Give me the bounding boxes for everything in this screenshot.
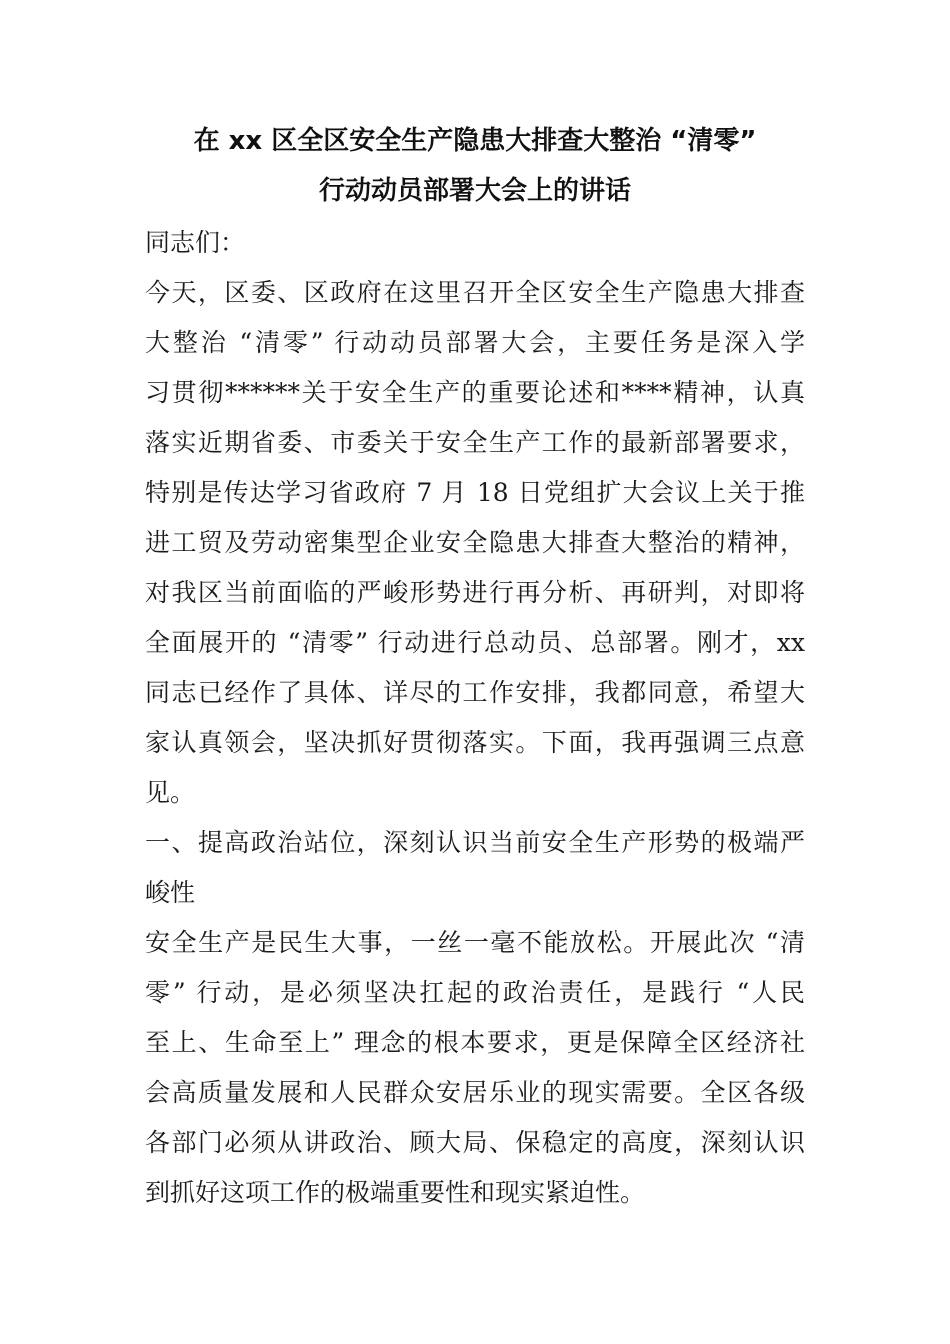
body-line: 家认真领会，坚决抓好贯彻落实。下面，我再强调三点意: [145, 728, 805, 757]
body-line: 习贯彻******关于安全生产的重要论述和****精神，认真: [145, 378, 805, 407]
body-line: 见。: [145, 778, 196, 807]
body-line: 落实近期省委、市委关于安全生产工作的最新部署要求，: [145, 428, 805, 457]
document-title-line-2: 行动动员部署大会上的讲话: [318, 176, 631, 206]
body-line: 大整治 “清零” 行动动员部署大会，主要任务是深入学: [145, 328, 805, 357]
body-line: 安全生产是民生大事，一丝一毫不能放松。开展此次 “清: [145, 928, 805, 957]
section-heading-1: 一、提高政治站位，深刻认识当前安全生产形势的极端严: [145, 828, 805, 857]
body-line: 特别是传达学习省政府 7 月 18 日党组扩大会议上关于推: [145, 478, 805, 507]
body-line: 对我区当前面临的严峻形势进行再分析、再研判，对即将: [145, 578, 805, 607]
body-line: 各部门必须从讲政治、顾大局、保稳定的高度，深刻认识: [145, 1128, 805, 1157]
body-line: 会高质量发展和人民群众安居乐业的现实需要。全区各级: [145, 1078, 805, 1107]
section-heading-1-continued: 峻性: [145, 878, 196, 907]
body-line: 至上、生命至上” 理念的根本要求，更是保障全区经济社: [145, 1028, 805, 1057]
body-line: 同志已经作了具体、详尽的工作安排，我都同意，希望大: [145, 678, 805, 707]
document-title-line-1: 在 xx 区全区安全生产隐患大排查大整治 “清零”: [193, 126, 757, 156]
body-line: 今天，区委、区政府在这里召开全区安全生产隐患大排查: [145, 278, 805, 307]
body-line: 到抓好这项工作的极端重要性和现实紧迫性。: [145, 1178, 646, 1207]
body-line: 零” 行动，是必须坚决扛起的政治责任，是践行 “人民: [145, 978, 805, 1007]
body-line: 全面展开的 “清零” 行动进行总动员、总部署。刚才，xx: [145, 628, 805, 657]
salutation: 同志们：: [145, 228, 246, 257]
body-line: 进工贸及劳动密集型企业安全隐患大排查大整治的精神，: [145, 528, 805, 557]
